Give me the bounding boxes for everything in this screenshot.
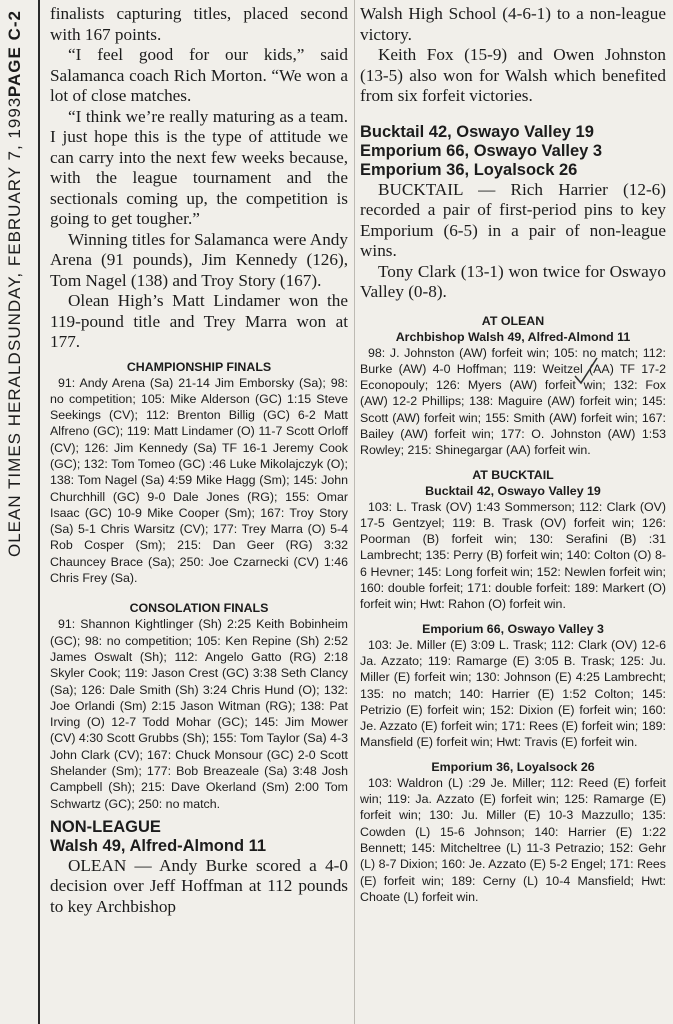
results-heading: CONSOLATION FINALS xyxy=(129,601,269,616)
newspaper-name: OLEAN TIMES HERALD xyxy=(5,351,24,557)
results-text: 91: Shannon Kightlinger (Sh) 2:25 Keith Bobinheim (GC); 98: no competition; 105: Ken Repine (Sh) 2:52 James Oswalt (Sh); 112: Angelo Gatto (RG) 2:18 Skyler Cook; 119: Jason Crest (GC) 3:38 Seth Clancy (Sa); 126: Dale Smith (Sh) 3:24 Chris Hund (O); 132: Joe Orlandi (Sm) 2:15 Jason Witman (RG); 138: Pat Irving (O) 12-7 Todd Mohar (GC); 145: Jim Mower (CV) 4:30 Scott Grubbs (Sh); 155: Tom Taylor (Sa) 4-3 John Clark (CV); 167: Chuck Monsour (GC) 2-0 Scott Shelander (Sm); 177: Bob Breazeale (Sa) 3:48 Josh Campbell (Sh); 215: Dave Okerland (Sm) 2:00 Tom Schwartz (GC); 250: no match. xyxy=(50,617,348,811)
paragraph: OLEAN — Andy Burke scored a 4-0 decision over Jeff Hoffman at 112 pounds to key Archbishop xyxy=(50,855,348,916)
results-text: 103: Je. Miller (E) 3:09 L. Trask; 112: Clark (OV) 12-6 Ja. Azzato; 119: Ramarge (E) 3:05 B. Trask; 125: Ju. Miller (E) forfeit win; 130: Johnson (E) 4:25 Lambrecht; 135: no match; 140: Harrier (E) 1:52 Colton; 145: Petrizio (E) forfeit win; 152: Dixion (E) forfeit win; 160: Je. Azzato (E) forfeit win; 171: Rees (E) forfeit win; 189: Mansfield (E) forfeit win; Hwt: Travis (E) forfeit win. xyxy=(360,637,666,750)
paragraph: Walsh High School (4-6-1) to a non-league victory. xyxy=(360,4,666,44)
results-text: 91: Andy Arena (Sa) 21-14 Jim Emborsky (Sa); 98: no competition; 105: Mike Alderson (GC) 1:15 Steve Seekings (CV); 112: Brenton Billig (GC) 6-2 Matt Alfreno (GC); 119: Matt Lindamer (O) 11-7 Scott Orloff (CV); 126: Jim Kennedy (Sa) TF 16-1 Jeremy Cook (GC); 132: Tom Tomeo (GC) :46 Luke Mikolajczyk (O); 138: Tom Nagel (Sa) 4:59 Mike Hagg (Sm); 145: John Churchhill (GC) 9-0 Dale Jones (RG); 155: Omar Isaac (GC) 10-9 Mike Cooper (Sm); 167: Troy Story (Sa) 5-1 Chris Warsitz (CV); 177: Trey Marra (O) 5-4 Rob Cosper (Sm); 215: Dan Geer (RG) 3:32 Chauncey Brace (Sa); 250: Joe Czarnecki (CV) 1:46 Chris Frey (Sa). xyxy=(50,375,348,586)
page-sidebar xyxy=(0,0,40,1024)
paragraph: Keith Fox (15-9) and Owen Johnston (13-5) also won for Walsh which benefited from six forfeit victories. xyxy=(360,45,666,105)
results-heading: Emporium 66, Oswayo Valley 3 xyxy=(422,621,604,636)
results-text: 103: L. Trask (OV) 1:43 Sommerson; 112: Clark (OV) 17-5 Gentzyel; 119: B. Trask (OV) forfeit win; 126: Poorman (B) forfeit win; 130: Serafini (B) :31 Lambrecht; 135: Perry (B) forfeit win; 140: Colton (O) 8-6 Hevner; 145: Long forfeit win; 152: Newlen forfeit win; 160: double forfeit; 171: double forfeit: 189: Markert (O) forfeit win; Hwt: Rahon (O) forfeit win. xyxy=(360,499,666,612)
headline: Bucktail 42, Oswayo Valley 19 xyxy=(360,122,594,141)
results-text: 103: Waldron (L) :29 Je. Miller; 112: Reed (E) forfeit win; 119: Ja. Azzato (E) forfeit win; 125: Ramarge (E) forfeit win; 130: Ju. Miller (E) 10-3 Mazzullo; 135: Cowden (L) 15-6 Johnson; 140: Harrier (E) 1:22 Bennett; 145: Mitcheltree (L) 11-3 Petrazio; 152: Gehr (L) 8-7 Dixion; 160: Je. Azzato (E) 5-2 Engel; 171: Rees (E) forfeit win; 189: Cerny (L) 10-4 Mansfield; Hwt: Choate (L) forfeit win. xyxy=(360,775,666,904)
paragraph: Tony Clark (13-1) won twice for Oswayo Valley (0-8). xyxy=(360,261,666,301)
issue-date: SUNDAY, FEBRUARY 7, 1993 xyxy=(5,97,24,352)
paragraph: Winning titles for Salamanca were Andy Arena (91 pounds), Jim Kennedy (126), Tom Nagel (138) and Troy Story (167). xyxy=(50,229,348,290)
headline: Emporium 36, Loyalsock 26 xyxy=(360,160,578,179)
handwritten-check-mark xyxy=(572,356,600,386)
paragraph: “I think we’re really maturing as a team. I just hope this is the type of attitude we can carry into the next few weeks because, with the league tournament and the sectionals coming up, the competition is going to get tougher.” xyxy=(50,106,348,228)
page-number: PAGE C-2 xyxy=(5,10,24,98)
results-heading: CHAMPIONSHIP FINALS xyxy=(126,359,272,374)
paragraph: Olean High’s Matt Lindamer won the 119-pound title and Trey Marra won at 177. xyxy=(50,291,348,351)
paragraph: BUCKTAIL — Rich Harrier (12-6) recorded a pair of first-period pins to key Emporium (6-5) in a pair of non-league wins. xyxy=(360,179,666,260)
paragraph: finalists capturing titles, placed second with 167 points. xyxy=(50,4,348,44)
results-heading: Archbishop Walsh 49, Alfred-Almond 11 xyxy=(395,329,631,344)
headline: Walsh 49, Alfred-Almond 11 xyxy=(50,836,267,855)
section-label: NON-LEAGUE xyxy=(50,817,161,836)
headline: Emporium 66, Oswayo Valley 3 xyxy=(360,141,603,160)
results-location: AT BUCKTAIL xyxy=(472,467,554,482)
results-heading: Emporium 36, Loyalsock 26 xyxy=(431,759,595,774)
results-text: 98: J. Johnston (AW) forfeit win; 105: no match; 112: Burke (AW) 4-0 Hoffman; 119: Weitzel (AA) TF 17-2 Econopouly; 126: Myers (AW) forfeit win; 132: Fox (AW) 12-2 Phillips; 138: Maguire (AW) forfeit win; 145: Scott (AW) forfeit win; 155: Smith (AW) forfeit win; 167: Bailey (AW) forfeit win; 177: O. Johnston (AW) 1:53 Rowley; 215: Shinegargar (AA) forfeit win. xyxy=(360,345,666,458)
paragraph: “I feel good for our kids,” said Salamanca coach Rich Morton. “We won a lot of close matches. xyxy=(50,45,348,105)
column-right xyxy=(360,4,666,1022)
sidebar-folio xyxy=(5,10,25,1000)
results-location: AT OLEAN xyxy=(481,313,545,328)
results-heading: Bucktail 42, Oswayo Valley 19 xyxy=(425,483,601,498)
column-left xyxy=(50,4,348,1022)
column-rule xyxy=(354,0,355,1024)
